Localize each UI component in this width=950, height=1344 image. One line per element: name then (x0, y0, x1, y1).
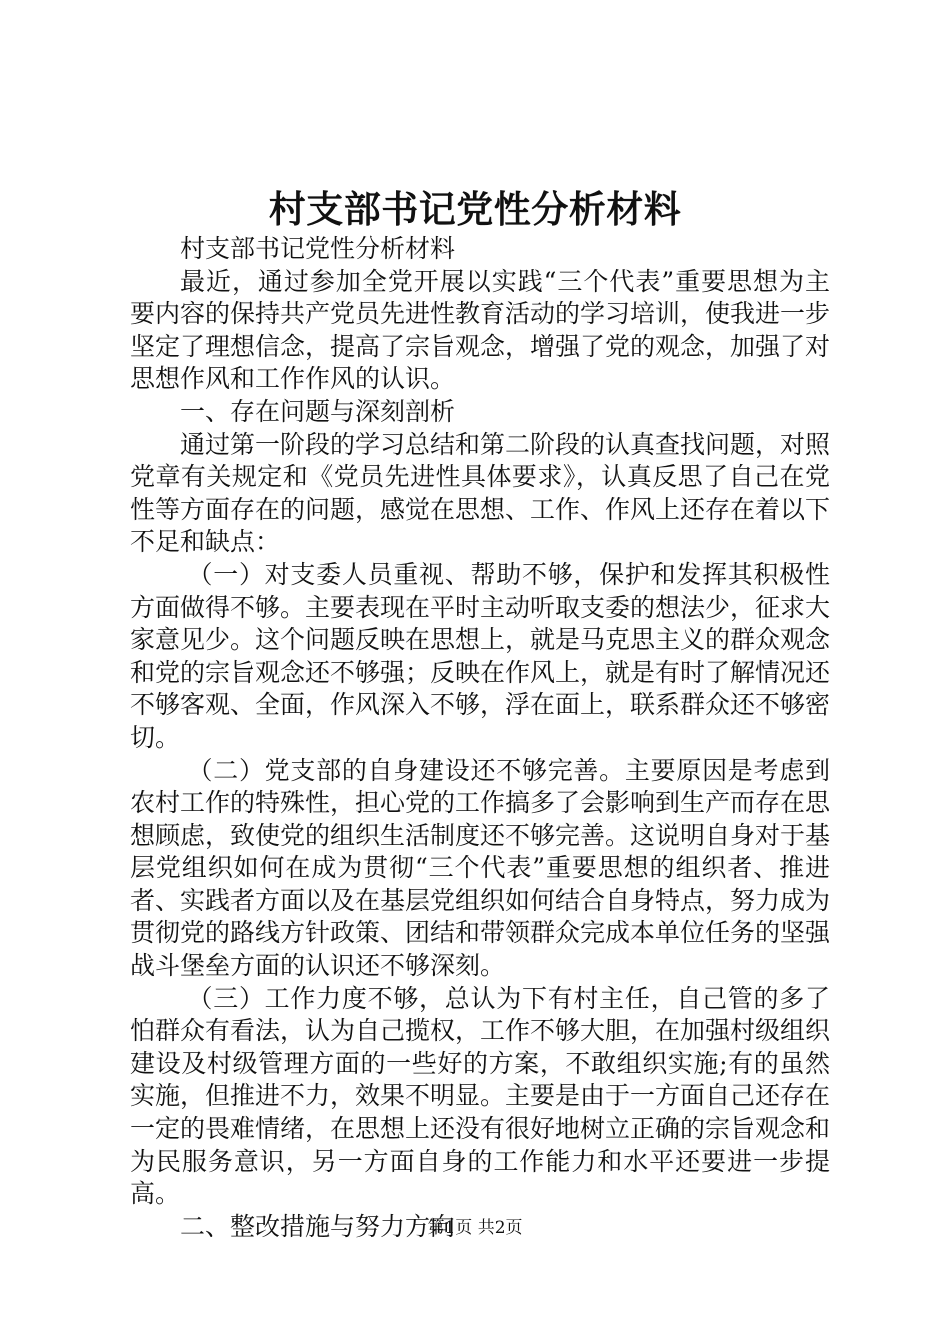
section-heading-measures: 二、整改措施与努力方向 (180, 1211, 456, 1241)
document-body (130, 233, 830, 1243)
paragraph-item-2: （二）党支部的自身建设还不够完善。主要原因是考虑到农村工作的特殊性，担心党的工作搞多了会影响到生产而存在思想顾虑，致使党的组织生活制度还不够完善。这说明自身对于基层党组织如何在成为贯彻“三个代表”重要思想的组织者、推进者、实践者方面以及在基层党组织如何结合自身特点，努力成为贯彻党的路线方针政策、团结和带领群众完成本单位任务的坚强战斗堡垒方面的认识还不够深刻。 (130, 755, 831, 981)
page-footer: 第1页 共2页 (427, 1218, 523, 1238)
document-title: 村支部书记党性分析材料 (268, 187, 682, 231)
paragraph-intro: 最近，通过参加全党开展以实践“三个代表”重要思想为主要内容的保持共产党员先进性教育活动的学习培训，使我进一步坚定了理想信念，提高了宗旨观念，增强了党的观念，加强了对思想作风和工作作风的认识。 (130, 266, 831, 394)
paragraph-subtitle: 村支部书记党性分析材料 (180, 234, 456, 263)
paragraph-item-1: （一）对支委人员重视、帮助不够，保护和发挥其积极性方面做得不够。主要表现在平时主动听取支委的想法少，征求大家意见少。这个问题反映在思想上，就是马克思主义的群众观念和党的宗旨观念还不够强；反映在作风上，就是有时了解情况还不够客观、全面，作风深入不够，浮在面上，联系群众还不够密切。 (130, 559, 831, 752)
paragraph-item-3: （三）工作力度不够，总认为下有村主任，自己管的多了怕群众有看法，认为自己揽权，工作不够大胆，在加强村级组织建设及村级管理方面的一些好的方案，不敢组织实施;有的虽然实施，但推进不力，效果不明显。主要是由于一方面自己还存在一定的畏难情绪，在思想上还没有很好地树立正确的宗旨观念和为民服务意识，另一方面自身的工作能力和水平还要进一步提高。 (130, 983, 831, 1209)
section-heading-problems: 一、存在问题与深刻剖析 (180, 396, 456, 426)
paragraph-problems-intro: 通过第一阶段的学习总结和第二阶段的认真查找问题，对照党章有关规定和《党员先进性具体要求》，认真反思了自己在党性等方面存在的问题，感觉在思想、工作、作风上还存在着以下不足和缺点： (130, 429, 831, 557)
